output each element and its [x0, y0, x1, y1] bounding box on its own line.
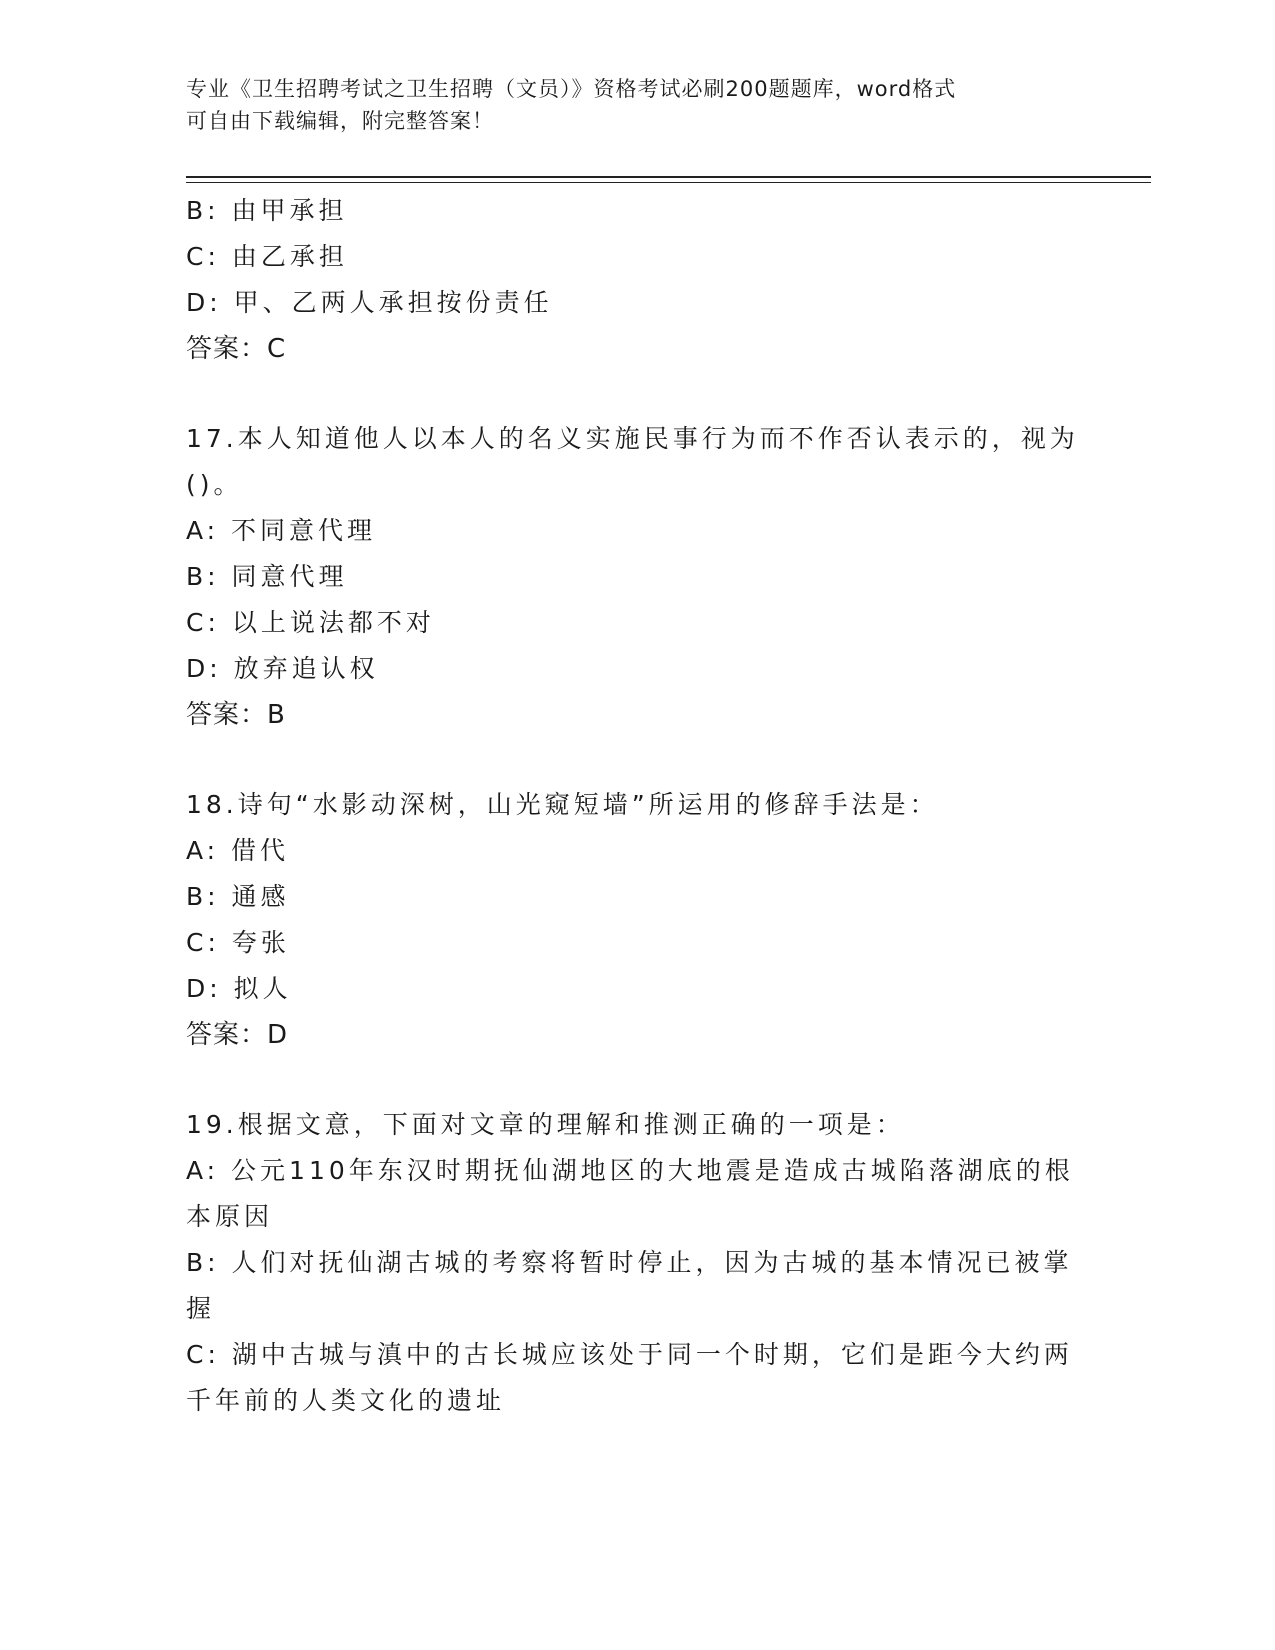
question-content — [186, 188, 1079, 1424]
header-line-2: 可自由下载编辑，附完整答案！ — [186, 109, 494, 133]
q16-option-b: B: 由甲承担 — [186, 196, 348, 225]
q16-option-d: D: 甲、乙两人承担按份责任 — [186, 288, 553, 317]
q17-option-c: C: 以上说法都不对 — [186, 608, 435, 637]
q18-option-d: D: 拟人 — [186, 974, 292, 1003]
question-19 — [186, 1102, 1076, 1424]
q19-option-a-line-1: A: 公元110年东汉时期抚仙湖地区的大地震是造成古城陷落湖底的根 — [186, 1156, 1074, 1185]
question-16 — [186, 188, 1076, 372]
document-header — [186, 73, 1066, 137]
header-line-1: 专业《卫生招聘考试之卫生招聘（文员）》资格考试必刷200题题库，word格式 — [186, 77, 957, 101]
q17-stem-line-1: 17.本人知道他人以本人的名义实施民事行为而不作否认表示的，视为 — [186, 424, 1079, 453]
q19-option-c-line-1: C: 湖中古城与滇中的古长城应该处于同一个时期，它们是距今大约两 — [186, 1340, 1073, 1369]
q19-option-b-line-1: B: 人们对抚仙湖古城的考察将暂时停止，因为古城的基本情况已被掌 — [186, 1248, 1073, 1277]
q17-option-d: D: 放弃追认权 — [186, 654, 379, 683]
q16-option-c: C: 由乙承担 — [186, 242, 348, 271]
q18-option-b: B: 通感 — [186, 882, 290, 911]
q17-answer: 答案：B — [186, 700, 286, 730]
spacer — [186, 1058, 1076, 1102]
q17-option-a: A: 不同意代理 — [186, 516, 377, 545]
q19-option-a-line-2: 本原因 — [186, 1202, 274, 1231]
q18-answer: 答案：D — [186, 1020, 289, 1050]
q19-stem: 19.根据文意，下面对文章的理解和推测正确的一项是： — [186, 1110, 905, 1139]
header-rule-thin — [186, 182, 1151, 183]
q18-option-c: C: 夸张 — [186, 928, 290, 957]
q17-stem-line-2: ()。 — [186, 470, 243, 499]
q17-option-b: B: 同意代理 — [186, 562, 348, 591]
q18-stem: 18.诗句“水影动深树，山光窥短墙”所运用的修辞手法是： — [186, 790, 939, 819]
q18-option-a: A: 借代 — [186, 836, 290, 865]
spacer — [186, 372, 1076, 416]
spacer — [186, 738, 1076, 782]
q19-option-c-line-2: 千年前的人类文化的遗址 — [186, 1386, 506, 1415]
q19-option-b-line-2: 握 — [186, 1294, 216, 1323]
header-rule-thick — [186, 176, 1151, 178]
question-17 — [186, 416, 1079, 738]
question-18 — [186, 782, 1076, 1058]
q16-answer: 答案：C — [186, 334, 287, 364]
